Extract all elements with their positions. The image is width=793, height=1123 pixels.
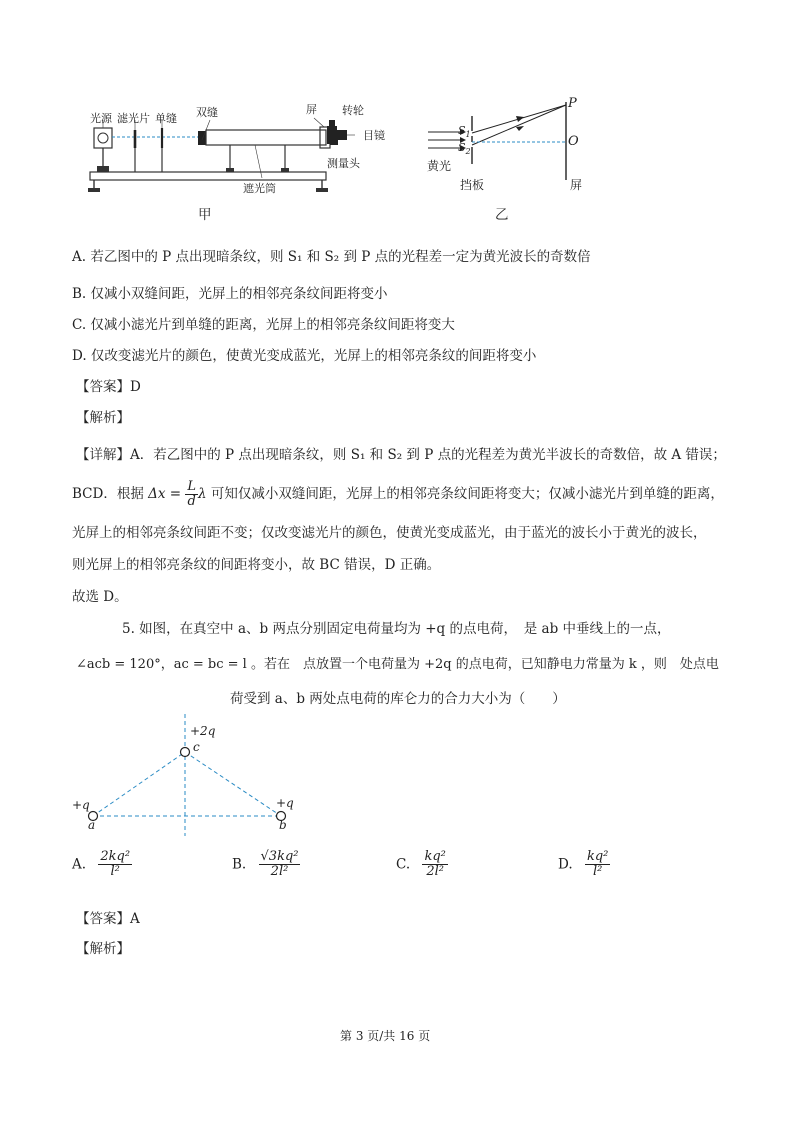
q5-option-b: B. $\frac{\text{√3kq²}}{\text{2l²}}$ xyxy=(232,849,299,879)
q4-detail-line2-post: 可知仅减小双缝间距，光屏上的相邻亮条纹间距将变大；仅减小滤光片到单缝的距离， xyxy=(210,486,724,502)
q4-detail-line5: 故选 D。 xyxy=(72,589,128,605)
label-tube: 遮光筒 xyxy=(243,182,276,195)
label-p: P xyxy=(568,96,577,111)
q4-detail-line1: 【详解】A．若乙图中的 P 点出现暗条纹，则 S₁ 和 S₂ 到 P 点的光程差为黄光半波长的奇数倍，故 A 错误； xyxy=(76,447,726,463)
q4-detail-line3: 光屏上的相邻亮条纹间距不变；仅改变滤光片的颜色，使黄光变成蓝光，由于蓝光的波长小于黄光的波长， xyxy=(72,525,707,541)
q5-option-c: C. $\frac{\text{kq²}}{\text{2l²}}$ xyxy=(396,849,446,879)
caption-jia: 甲 xyxy=(198,207,212,223)
q4-option-d: D. 仅改变滤光片的颜色，使黄光变成蓝光，光屏上的相邻亮条纹的间距将变小 xyxy=(72,348,537,364)
label-point-b: b xyxy=(279,818,287,832)
formula-fraction: $\frac{L}{d}$ xyxy=(187,479,197,509)
q5-answer: 【答案】A xyxy=(76,911,140,927)
formula-rhs: λ xyxy=(198,486,207,502)
q5-line1: 5. 如图，在真空中 a、b 两点分别固定电荷量均为 +q 的点电荷， 是 ab 中垂线上的一点， xyxy=(122,621,671,637)
label-source: 光源 xyxy=(90,112,112,125)
label-s1: $S_1$ xyxy=(458,124,471,140)
q4-option-b: B. 仅减小双缝间距，光屏上的相邻亮条纹间距将变小 xyxy=(72,286,388,302)
label-screen-jia: 屏 xyxy=(306,103,317,116)
q5-line3: 荷受到 a、b 两处点电荷的库仑力的合力大小为（ ） xyxy=(230,691,566,707)
figure-jia-eyepiece xyxy=(325,118,365,158)
q5-option-d: D. $\frac{\text{kq²}}{\text{l²}}$ xyxy=(558,849,609,879)
q5-option-a: A. $\frac{\text{2kq²}}{\text{l²}}$ xyxy=(72,849,131,879)
q5-analysis-title: 【解析】 xyxy=(76,941,130,957)
label-double-slit: 双缝 xyxy=(196,106,218,119)
label-eyepiece: 目镜 xyxy=(363,129,385,142)
label-measure-head: 测量头 xyxy=(327,157,360,170)
label-filter: 滤光片 xyxy=(117,112,150,125)
q4-option-c: C. 仅减小滤光片到单缝的距离，光屏上的相邻亮条纹间距将变大 xyxy=(72,317,455,333)
label-single-slit: 单缝 xyxy=(155,112,177,125)
q4-detail-line2 xyxy=(72,480,724,509)
q4-detail-line4: 则光屏上的相邻亮条纹的间距将变小，故 BC 错误，D 正确。 xyxy=(72,557,441,573)
q4-option-a: A. 若乙图中的 P 点出现暗条纹，则 S₁ 和 S₂ 到 P 点的光程差一定为黄光波长的奇数倍 xyxy=(72,249,591,265)
label-charge-b: +q xyxy=(276,796,294,810)
label-charge-c: +2q xyxy=(190,724,216,738)
label-point-c: c xyxy=(193,740,200,754)
page-footer: 第 3 页/共 16 页 xyxy=(340,1029,431,1043)
label-screen-yi: 屏 xyxy=(570,178,583,192)
label-wheel: 转轮 xyxy=(342,104,364,117)
q4-answer: 【答案】D xyxy=(76,379,141,395)
label-baffle: 挡板 xyxy=(460,178,485,192)
caption-yi: 乙 xyxy=(495,207,509,223)
q4-detail-line2-pre: BCD．根据 xyxy=(72,486,144,502)
label-s2: $S_2$ xyxy=(458,141,471,157)
q4-analysis-title: 【解析】 xyxy=(76,410,130,426)
label-yellow-light: 黄光 xyxy=(427,159,452,173)
label-point-a: a xyxy=(88,818,96,832)
formula-lhs: Δx = xyxy=(148,486,182,502)
charge-c-circle xyxy=(181,748,190,757)
label-charge-a: +q xyxy=(72,798,90,812)
label-o: O xyxy=(568,134,579,149)
q5-line2: ∠acb = 120°，ac = bc = l 。若在 点放置一个电荷量为 +2q 的点电荷，已知静电力常量为 k ，则 处点电 xyxy=(76,657,719,672)
